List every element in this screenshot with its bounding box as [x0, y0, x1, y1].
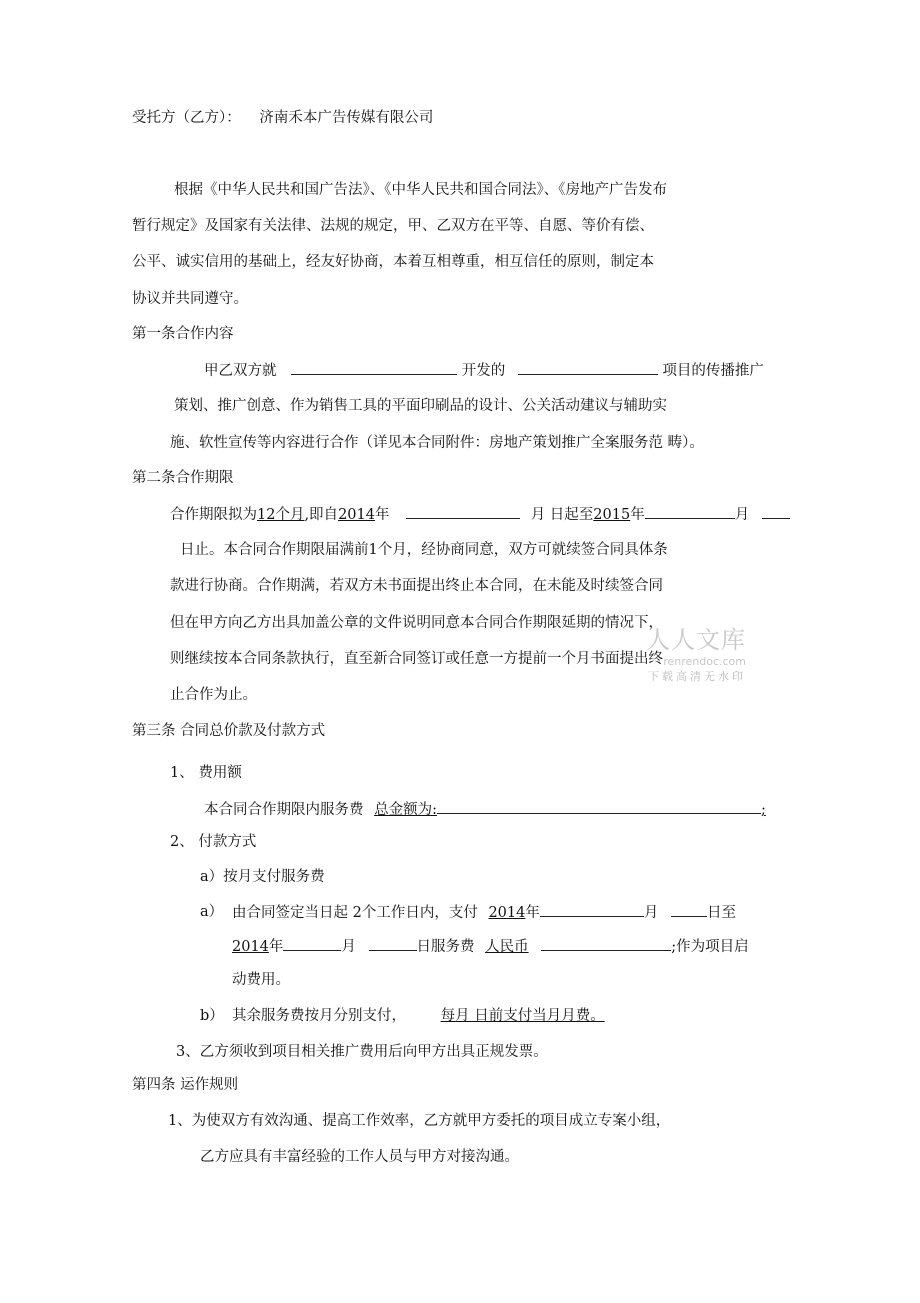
- article1-line-2: 策划、推广创意、作为销售工具的平面印刷品的设计、公关活动建议与辅助实: [174, 398, 667, 414]
- article1-text-b: 开发的: [461, 363, 506, 379]
- rule-1-line-1: 1、为使双方有效沟通、提高工作效率，乙方就甲方委托的项目成立专案小组，: [168, 1113, 671, 1129]
- watermark-site: renrendoc.com: [663, 655, 746, 668]
- watermark-tagline: 下载高清无水印: [648, 670, 746, 683]
- payment-a-day-blank: [671, 902, 707, 917]
- article2-title: 第二条合作期限: [132, 470, 234, 486]
- payment-b-label: b）: [200, 1008, 224, 1024]
- preamble-line-2: 暂行规定》及国家有关法律、法规的规定，甲、乙双方在平等、自愿、等价有偿、: [132, 218, 654, 234]
- payment-a-month-blank: [540, 902, 644, 917]
- watermark-logo: 人人文库: [646, 626, 746, 654]
- article1-title: 第一条合作内容: [132, 326, 234, 342]
- article2-line-1: [170, 504, 790, 525]
- developer-blank: [291, 360, 457, 375]
- fee-heading: 1、 费用额: [170, 765, 242, 781]
- fee-text: 本合同合作期限内服务费: [204, 802, 364, 818]
- payment-a-purpose: ;作为项目启: [671, 939, 749, 955]
- term-text-a: 合作期限拟为: [170, 507, 257, 523]
- end-month-blank: [645, 504, 735, 519]
- payment-b-monthly: 每月 日前支付当月月费。: [440, 1008, 605, 1024]
- payment-a-label: a）: [200, 904, 224, 920]
- end-year: 2015: [593, 507, 631, 523]
- payment-a-year2-unit: 年: [268, 939, 284, 955]
- party-b-label: 受托方（乙方）：: [132, 110, 241, 126]
- watermark: [646, 620, 746, 684]
- project-blank: [518, 360, 658, 375]
- term-text-b: ,即自: [304, 507, 339, 523]
- payment-a-year-unit: 年: [525, 905, 540, 921]
- payment-b-text: 其余服务费按月分别支付，: [232, 1008, 406, 1024]
- preamble-line-4: 协议并共同遵守。: [132, 291, 248, 307]
- payment-b-line: [232, 1006, 609, 1026]
- party-b-name: 济南禾本广告传媒有限公司: [259, 110, 434, 126]
- start-month-blank: [406, 504, 520, 519]
- payment-a-rmb: 人民币: [485, 939, 529, 955]
- payment-a-month2-unit: 月: [341, 939, 356, 955]
- article1-line-3: 施、软性宣传等内容进行合作（详见本合同附件：房地产策划推广全案服务范 畴）。: [170, 435, 704, 451]
- payment-a-year2: 2014: [232, 939, 269, 955]
- invoice-line: 3、乙方须收到项目相关推广费用后向甲方出具正规发票。: [176, 1044, 548, 1060]
- payment-a-month-unit: 月: [643, 905, 659, 921]
- article2-line-3: 款进行协商。合作期满，若双方未书面提出终止本合同，在未能及时续签合同: [170, 578, 663, 594]
- payment-a-line-3: 动费用。: [232, 972, 290, 988]
- article2-line-5: 则继续按本合同条款执行，直至新合同签订或任意一方提前一个月书面提出终: [170, 651, 663, 667]
- payment-a-day2-blank: [369, 936, 417, 951]
- payment-a-line-1: [232, 902, 736, 923]
- fee-line: [204, 799, 766, 820]
- term-text-f: 月: [734, 507, 750, 523]
- article2-line-6: 止合作为止。: [170, 687, 257, 703]
- payment-heading: 2、 付款方式: [170, 834, 257, 850]
- end-day-blank: [762, 504, 790, 519]
- rule-1-line-2: 乙方应具有丰富经验的工作人员与甲方对接沟通。: [200, 1149, 519, 1165]
- payment-a-year: 2014: [488, 905, 526, 921]
- term-text-e: 年: [630, 507, 645, 523]
- article2-line-2: 日止。本合同合作期限届满前1个月，经协商同意，双方可就续签合同具体条: [180, 542, 668, 558]
- term-text-d: 月 日起至: [530, 507, 594, 523]
- fee-total-blank: [437, 799, 761, 814]
- article1-line-1: [204, 360, 764, 381]
- article1-text-c: 项目的传播推广: [662, 363, 764, 379]
- article1-text-a: 甲乙双方就: [204, 363, 277, 379]
- preamble-line-3: 公平、诚实信用的基础上，经友好协商，本着互相尊重，相互信任的原则，制定本: [132, 254, 654, 270]
- payment-monthly: a）按月支付服务费: [200, 869, 325, 885]
- article2-line-4: 但在甲方向乙方出具加盖公章的文件说明同意本合同合作期限延期的情况下，: [170, 615, 663, 631]
- term-text-c: 年: [374, 507, 390, 523]
- payment-a-text: 由合同签定当日起 2个工作日内，支付: [232, 905, 478, 921]
- payment-a-month2-blank: [283, 936, 341, 951]
- article4-title: 第四条 运作规则: [132, 1077, 239, 1093]
- start-year: 2014: [338, 507, 375, 523]
- term-length: 12个月: [257, 507, 305, 523]
- preamble-line-1: 根据《中华人民共和国广告法》、《中华人民共和国合同法》、《房地产广告发布: [174, 182, 667, 198]
- fee-total-label: 总金额为:: [374, 802, 437, 818]
- payment-a-day-unit: 日至: [706, 905, 736, 921]
- fee-end: ;: [761, 802, 766, 818]
- article3-title: 第三条 合同总价款及付款方式: [132, 723, 326, 739]
- payment-a-amount-blank: [541, 936, 671, 951]
- payment-a-fee: 日服务费: [416, 939, 475, 955]
- payment-a-line-2: [232, 936, 749, 957]
- party-b-line: [132, 108, 433, 128]
